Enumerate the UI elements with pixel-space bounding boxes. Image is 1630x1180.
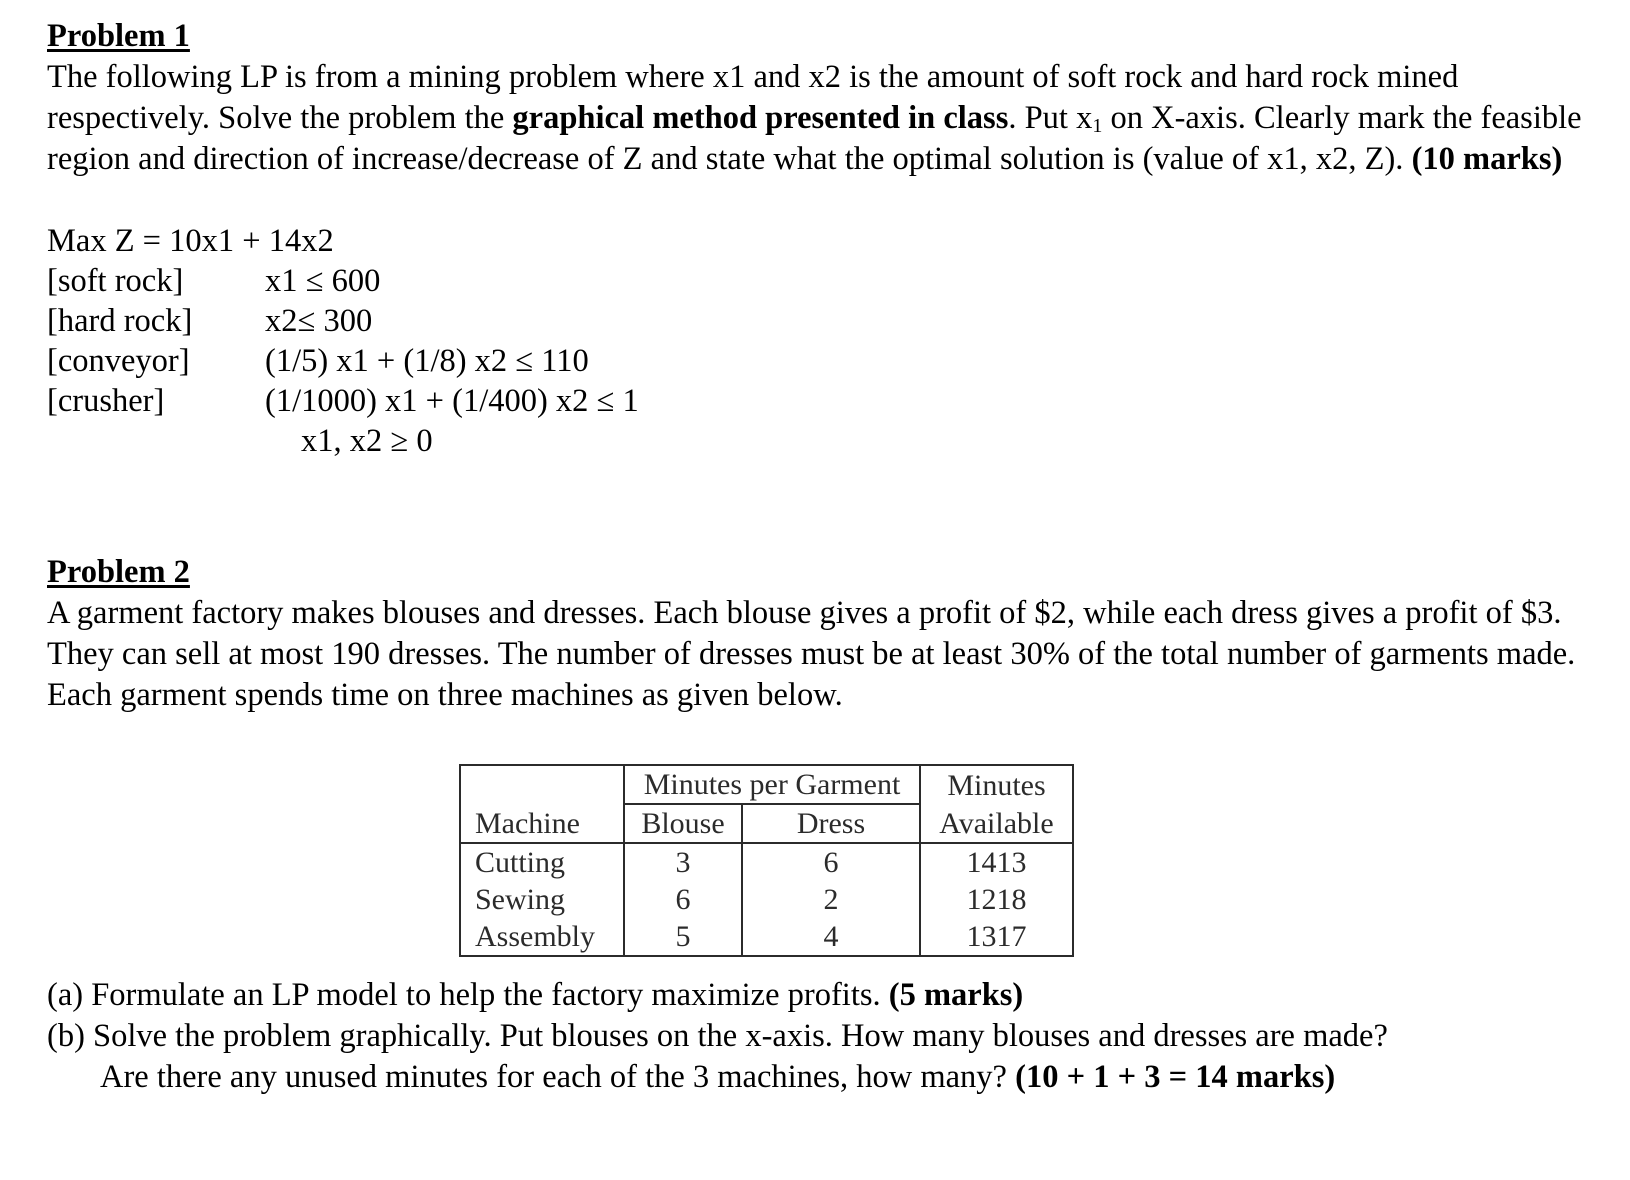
constraint-row bbox=[47, 381, 1617, 421]
table-row bbox=[460, 881, 1073, 918]
constraint-expression: (1/1000) x1 + (1/400) x2 ≤ 1 bbox=[265, 383, 639, 419]
available-cell: 1218 bbox=[920, 881, 1073, 918]
constraint-row bbox=[47, 301, 1617, 341]
constraint-expression: x1 ≤ 600 bbox=[265, 263, 381, 299]
problem-2-parts bbox=[47, 975, 1617, 1098]
machine-cell: Assembly bbox=[460, 918, 624, 956]
problem-1-marks: (10 marks) bbox=[1411, 141, 1563, 177]
problem-1-intro: The following LP is from a mining problem where x1 and x2 is the amount of soft rock and hard rock mined respectively. Solve the problem the graphical method presented in class. Put $x_1$ on X-axis. Clearly mark the feasible region and direction of increase/decrease of Z and state what the optimal solution is (value of x1, x2, Z). (10 marks) bbox=[47, 59, 1582, 177]
dress-header: Dress bbox=[742, 804, 920, 843]
part-a: (a) Formulate an LP model to help the factory maximize profits. (5 marks) bbox=[47, 977, 1024, 1013]
problem-2 bbox=[47, 552, 1617, 716]
group-header: Minutes per Garment bbox=[624, 765, 920, 804]
part-b-line-1: (b) Solve the problem graphically. Put blouses on the x-axis. How many blouses and dresses are made? bbox=[47, 1018, 1388, 1054]
part-b-marks: (10 + 1 + 3 = 14 marks) bbox=[1015, 1059, 1336, 1095]
constraint-row bbox=[47, 341, 1617, 381]
blouse-cell: 6 bbox=[624, 881, 742, 918]
objective-function: Max Z = 10x1 + 14x2 bbox=[47, 223, 334, 259]
lp-model bbox=[47, 221, 1617, 461]
dress-cell: 2 bbox=[742, 881, 920, 918]
problem-1-heading: Problem 1 bbox=[47, 18, 190, 54]
dress-cell: 6 bbox=[742, 843, 920, 881]
part-a-marks: (5 marks) bbox=[888, 977, 1024, 1013]
table-row bbox=[460, 843, 1073, 881]
blouse-header: Blouse bbox=[624, 804, 742, 843]
available-header-top: Minutes bbox=[920, 765, 1073, 804]
problem-2-intro: A garment factory makes blouses and dresses. Each blouse gives a profit of $2, while each dress gives a profit of $3. They can sell at most 190 dresses. The number of dresses must be at least 30% of the total number of garments made. Each garment spends time on three machines as given below. bbox=[47, 595, 1576, 713]
problem-1 bbox=[47, 16, 1617, 713]
constraint-label: [hard rock] bbox=[47, 303, 193, 339]
dress-cell: 4 bbox=[742, 918, 920, 956]
constraint-row bbox=[47, 261, 1617, 301]
available-cell: 1413 bbox=[920, 843, 1073, 881]
constraint-label: [soft rock] bbox=[47, 263, 184, 299]
constraint-expression: (1/5) x1 + (1/8) x2 ≤ 110 bbox=[265, 343, 589, 379]
constraint-label: [crusher] bbox=[47, 383, 165, 419]
blouse-cell: 5 bbox=[624, 918, 742, 956]
table-row bbox=[460, 918, 1073, 956]
part-b-line-2: Are there any unused minutes for each of the 3 machines, how many? (10 + 1 + 3 = 14 marks) bbox=[100, 1059, 1336, 1095]
problem-2-heading: Problem 2 bbox=[47, 554, 190, 590]
available-cell: 1317 bbox=[920, 918, 1073, 956]
constraint-expression: x2≤ 300 bbox=[265, 303, 373, 339]
blouse-cell: 3 bbox=[624, 843, 742, 881]
machine-cell: Sewing bbox=[460, 881, 624, 918]
available-header-bottom: Available bbox=[920, 804, 1073, 843]
machine-cell: Cutting bbox=[460, 843, 624, 881]
nonnegativity-constraint: x1, x2 ≥ 0 bbox=[301, 423, 433, 459]
constraint-label: [conveyor] bbox=[47, 343, 190, 379]
machine-time-table bbox=[459, 764, 1074, 957]
machine-header: Machine bbox=[460, 804, 624, 843]
